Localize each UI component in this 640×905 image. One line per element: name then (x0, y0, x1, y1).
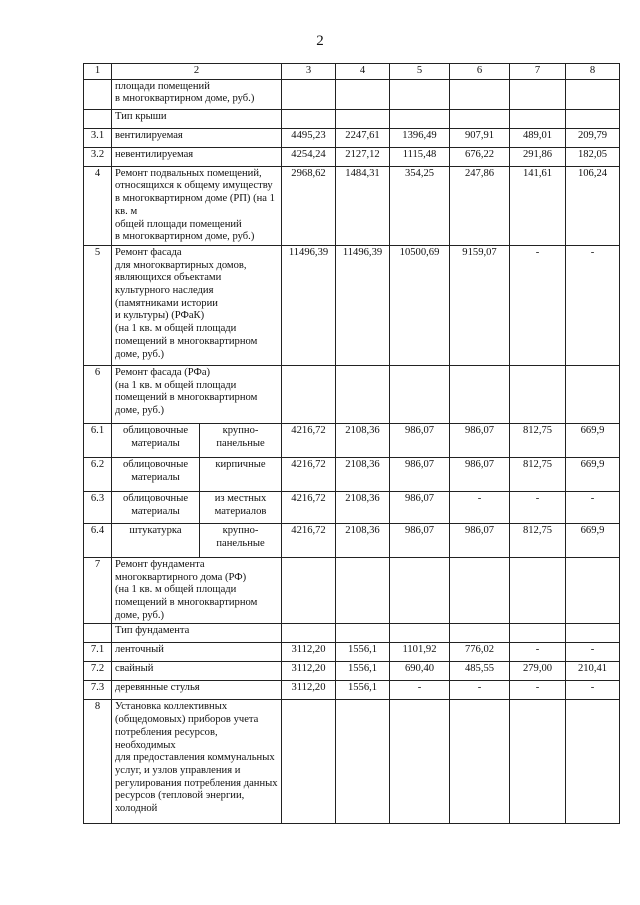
value-cell (450, 624, 510, 643)
row-number: 8 (84, 700, 112, 824)
table-row (84, 523, 620, 557)
value-cell (566, 624, 620, 643)
value-cell: 986,07 (450, 523, 510, 557)
row-number: 6.3 (84, 491, 112, 523)
value-cell: - (566, 681, 620, 700)
value-cell: 2108,36 (336, 423, 390, 457)
value-cell (510, 700, 566, 824)
value-cell: 279,00 (510, 662, 566, 681)
value-cell: 4495,23 (282, 128, 336, 147)
value-cell: 812,75 (510, 523, 566, 557)
value-cell (390, 365, 450, 423)
value-cell (566, 557, 620, 624)
column-header: 5 (390, 64, 450, 80)
row-label: ленточный (112, 643, 282, 662)
value-cell (282, 109, 336, 128)
value-cell: 3112,20 (282, 662, 336, 681)
value-cell: 291,86 (510, 147, 566, 166)
row-label: Тип крыши (112, 109, 282, 128)
row-number: 5 (84, 245, 112, 365)
table-row (84, 365, 620, 423)
row-number: 6.1 (84, 423, 112, 457)
column-header: 1 (84, 64, 112, 80)
value-cell (566, 365, 620, 423)
value-cell: 210,41 (566, 662, 620, 681)
value-cell: 11496,39 (336, 245, 390, 365)
value-cell: 986,07 (390, 423, 450, 457)
row-label-type: кирпичные (200, 457, 282, 491)
value-cell: 1484,31 (336, 166, 390, 245)
value-cell: 669,9 (566, 423, 620, 457)
value-cell: 4216,72 (282, 423, 336, 457)
row-number: 7.3 (84, 681, 112, 700)
value-cell (282, 365, 336, 423)
value-cell: 11496,39 (282, 245, 336, 365)
value-cell: 1115,48 (390, 147, 450, 166)
row-number: 7.2 (84, 662, 112, 681)
value-cell (282, 624, 336, 643)
value-cell (510, 557, 566, 624)
value-cell: 247,86 (450, 166, 510, 245)
value-cell (336, 624, 390, 643)
table-row (84, 624, 620, 643)
row-label: Ремонт подвальных помещений, относящихся к общему имуществу в многоквартирном доме (РП) (на 1 кв. м общей площади помещений в многоквартирном доме, руб.) (112, 166, 282, 245)
column-header: 3 (282, 64, 336, 80)
row-label-type: из местных материалов (200, 491, 282, 523)
row-number: 3.1 (84, 128, 112, 147)
table-row (84, 681, 620, 700)
value-cell: 2247,61 (336, 128, 390, 147)
row-number (84, 624, 112, 643)
value-cell: 812,75 (510, 457, 566, 491)
table-row (84, 643, 620, 662)
value-cell: - (450, 681, 510, 700)
value-cell: 9159,07 (450, 245, 510, 365)
table-row (84, 423, 620, 457)
value-cell: 354,25 (390, 166, 450, 245)
value-cell: 4216,72 (282, 523, 336, 557)
value-cell: - (566, 643, 620, 662)
row-label: Ремонт фундамента многоквартирного дома (РФ) (на 1 кв. м общей площади помещений в многоквартирном доме, руб.) (112, 557, 282, 624)
value-cell: 907,91 (450, 128, 510, 147)
value-cell: 106,24 (566, 166, 620, 245)
value-cell (510, 79, 566, 109)
value-cell: 986,07 (390, 457, 450, 491)
value-cell: 10500,69 (390, 245, 450, 365)
table-row (84, 109, 620, 128)
value-cell: 812,75 (510, 423, 566, 457)
value-cell: 986,07 (450, 423, 510, 457)
table-row (84, 491, 620, 523)
column-header: 4 (336, 64, 390, 80)
value-cell: 3112,20 (282, 643, 336, 662)
row-number: 7.1 (84, 643, 112, 662)
value-cell: - (390, 681, 450, 700)
table-row (84, 245, 620, 365)
value-cell (390, 79, 450, 109)
value-cell (566, 700, 620, 824)
row-label: Ремонт фасада для многоквартирных домов, являющихся объектами культурного наследия (памятниками истории и культуры) (РФаК) (на 1 кв. м общей площади помещений в многоквартирном доме, руб.) (112, 245, 282, 365)
value-cell: - (510, 245, 566, 365)
value-cell: - (510, 643, 566, 662)
value-cell: 986,07 (450, 457, 510, 491)
row-number: 6 (84, 365, 112, 423)
row-label: вентилируемая (112, 128, 282, 147)
table-row (84, 147, 620, 166)
table-row (84, 79, 620, 109)
row-label-type: крупно- панельные (200, 523, 282, 557)
value-cell (566, 109, 620, 128)
value-cell: 2108,36 (336, 491, 390, 523)
value-cell: 141,61 (510, 166, 566, 245)
value-cell (282, 700, 336, 824)
table-row (84, 166, 620, 245)
value-cell (336, 79, 390, 109)
row-label-material: облицовочные материалы (112, 457, 200, 491)
value-cell: 485,55 (450, 662, 510, 681)
value-cell (390, 700, 450, 824)
row-label-material: облицовочные материалы (112, 491, 200, 523)
row-label-material: облицовочные материалы (112, 423, 200, 457)
value-cell: 182,05 (566, 147, 620, 166)
column-header: 8 (566, 64, 620, 80)
row-label-type: крупно- панельные (200, 423, 282, 457)
value-cell: 669,9 (566, 523, 620, 557)
row-number: 6.2 (84, 457, 112, 491)
row-number: 6.4 (84, 523, 112, 557)
table-row (84, 457, 620, 491)
row-number: 7 (84, 557, 112, 624)
value-cell (450, 700, 510, 824)
table-row (84, 662, 620, 681)
value-cell: 669,9 (566, 457, 620, 491)
value-cell (510, 109, 566, 128)
table-body (84, 64, 620, 824)
value-cell: 1556,1 (336, 681, 390, 700)
value-cell: - (566, 491, 620, 523)
value-cell (450, 79, 510, 109)
row-label: невентилируемая (112, 147, 282, 166)
value-cell (390, 624, 450, 643)
value-cell: 2127,12 (336, 147, 390, 166)
value-cell (510, 624, 566, 643)
value-cell: - (450, 491, 510, 523)
row-label: Ремонт фасада (РФа) (на 1 кв. м общей площади помещений в многоквартирном доме, руб.) (112, 365, 282, 423)
value-cell (450, 365, 510, 423)
value-cell: 776,02 (450, 643, 510, 662)
column-header: 7 (510, 64, 566, 80)
value-cell: - (510, 681, 566, 700)
value-cell: 690,40 (390, 662, 450, 681)
value-cell: 4254,24 (282, 147, 336, 166)
row-label: Установка коллективных (общедомовых) приборов учета потребления ресурсов, необходимых для предоставления коммунальных услуг, и узлов управления и регулирования потребления данных ресурсов (тепловой энергии, холодной (112, 700, 282, 824)
table-row (84, 128, 620, 147)
column-header: 2 (112, 64, 282, 80)
table-row (84, 557, 620, 624)
value-cell (282, 557, 336, 624)
value-cell (450, 557, 510, 624)
value-cell: 209,79 (566, 128, 620, 147)
value-cell: 4216,72 (282, 491, 336, 523)
value-cell: 1556,1 (336, 643, 390, 662)
row-label: Тип фундамента (112, 624, 282, 643)
row-number: 4 (84, 166, 112, 245)
value-cell (336, 557, 390, 624)
value-cell (336, 109, 390, 128)
value-cell: 1396,49 (390, 128, 450, 147)
value-cell: 1556,1 (336, 662, 390, 681)
row-number (84, 109, 112, 128)
value-cell: 2108,36 (336, 457, 390, 491)
value-cell: - (566, 245, 620, 365)
row-number (84, 79, 112, 109)
page-number: 2 (316, 33, 324, 49)
row-label: деревянные стулья (112, 681, 282, 700)
value-cell: 3112,20 (282, 681, 336, 700)
value-cell: - (510, 491, 566, 523)
row-label: площади помещений в многоквартирном доме, руб.) (112, 79, 282, 109)
value-cell: 986,07 (390, 523, 450, 557)
row-label-material: штукатурка (112, 523, 200, 557)
row-number: 3.2 (84, 147, 112, 166)
value-cell: 4216,72 (282, 457, 336, 491)
value-cell (566, 79, 620, 109)
value-cell (510, 365, 566, 423)
value-cell (450, 109, 510, 128)
value-cell: 2968,62 (282, 166, 336, 245)
value-cell: 2108,36 (336, 523, 390, 557)
value-cell (336, 700, 390, 824)
tariff-table (83, 63, 620, 824)
value-cell: 489,01 (510, 128, 566, 147)
row-label: свайный (112, 662, 282, 681)
table-row (84, 700, 620, 824)
value-cell (390, 557, 450, 624)
value-cell (390, 109, 450, 128)
value-cell: 676,22 (450, 147, 510, 166)
value-cell: 986,07 (390, 491, 450, 523)
value-cell (336, 365, 390, 423)
header-row (84, 64, 620, 80)
value-cell (282, 79, 336, 109)
column-header: 6 (450, 64, 510, 80)
value-cell: 1101,92 (390, 643, 450, 662)
